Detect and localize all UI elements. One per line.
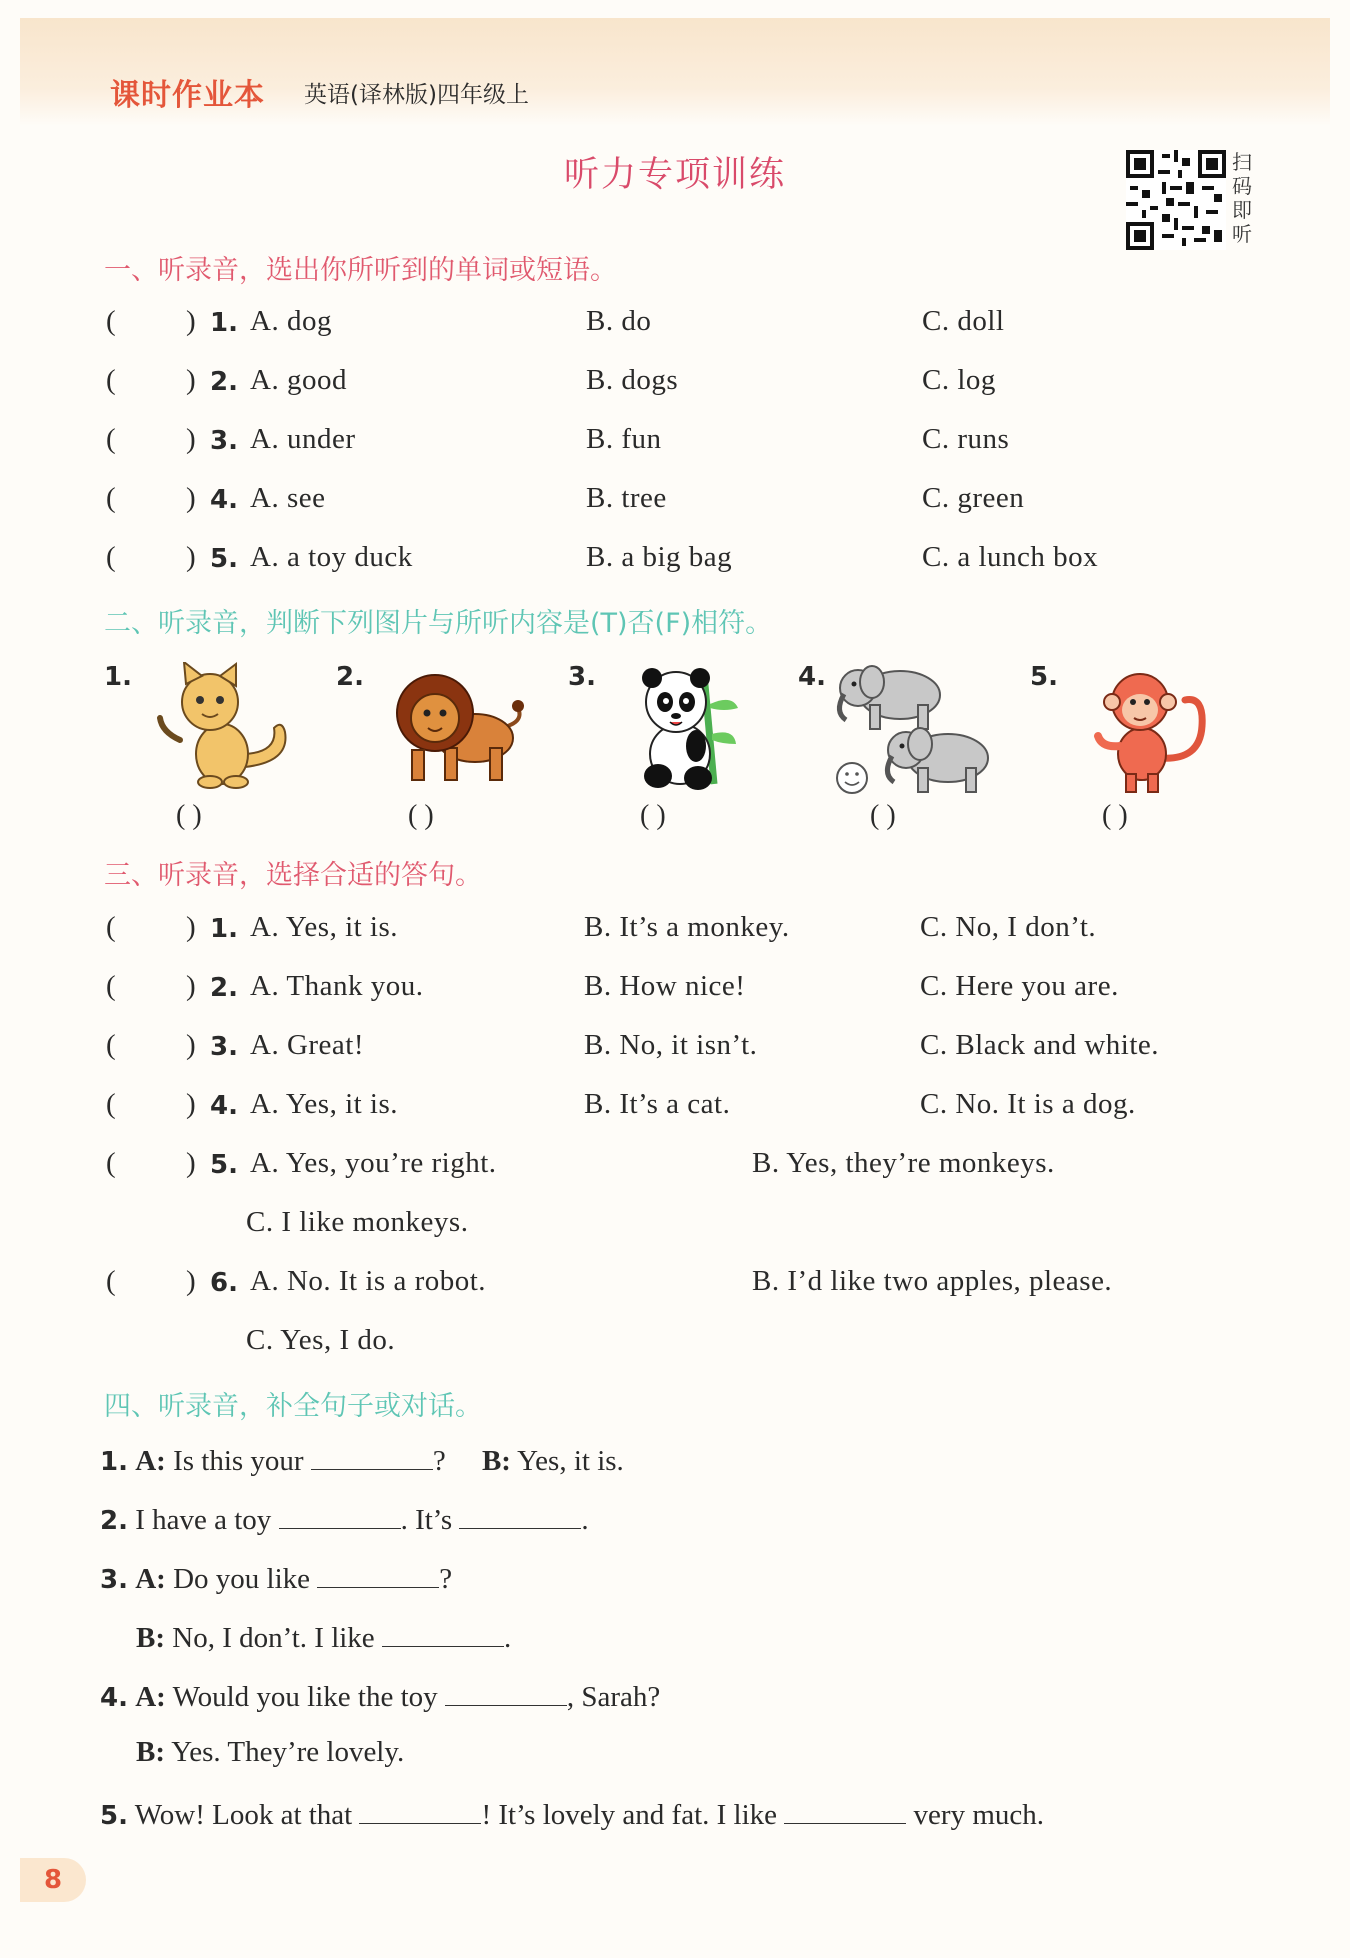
- page-number: 8: [20, 1858, 86, 1902]
- option-a: A. under: [250, 423, 356, 455]
- s3-question-2: [0, 970, 1350, 1010]
- answer-paren-right: ): [186, 423, 196, 455]
- option-b: B. fun: [586, 423, 662, 455]
- option-b: B. Yes, they’re monkeys.: [752, 1147, 1055, 1179]
- option-c: C. Yes, I do.: [246, 1324, 396, 1356]
- sentence-text: ?: [439, 1563, 453, 1595]
- option-b: B. dogs: [586, 364, 679, 396]
- question-number: 1.: [100, 1447, 128, 1477]
- picture-answer-paren[interactable]: ( ): [870, 800, 896, 831]
- answer-paren-left[interactable]: (: [106, 1088, 116, 1120]
- s3-question-3: [0, 1029, 1350, 1069]
- s3-question-1: [0, 911, 1350, 951]
- panda-picture: [632, 664, 742, 794]
- sentence-text: Is this your: [173, 1445, 304, 1477]
- option-b: B. a big bag: [586, 541, 733, 573]
- answer-paren-right: ): [186, 970, 196, 1002]
- option-b: B. It’s a monkey.: [584, 911, 790, 943]
- picture-number: 1.: [104, 662, 132, 692]
- section-1-title: 一、听录音，选出你所听到的单词或短语。: [104, 255, 617, 286]
- question-number: 5.: [100, 1801, 128, 1831]
- answer-paren-left[interactable]: (: [106, 423, 116, 455]
- question-number: 5.: [210, 1150, 238, 1180]
- question-number: 3.: [100, 1565, 128, 1595]
- answer-blank[interactable]: [317, 1559, 439, 1588]
- s3-question-5: [0, 1147, 1350, 1187]
- picture-number: 5.: [1030, 662, 1058, 692]
- question-number: 4.: [100, 1683, 128, 1713]
- answer-paren-left[interactable]: (: [106, 1147, 116, 1179]
- sentence-text: .: [503, 1622, 512, 1654]
- cat-picture: [150, 662, 300, 792]
- picture-answer-paren[interactable]: ( ): [176, 800, 202, 831]
- picture-answer-paren[interactable]: ( ): [408, 800, 434, 831]
- sentence-text: I have a toy: [135, 1504, 272, 1536]
- question-number: 2.: [210, 973, 238, 1003]
- option-a: A. Yes, it is.: [250, 911, 399, 943]
- sentence-text: . It’s: [400, 1504, 453, 1536]
- question-number: 3.: [210, 426, 238, 456]
- page-title: 听力专项训练: [563, 155, 786, 195]
- option-b: B. No, it isn’t.: [584, 1029, 758, 1061]
- s1-question-5: [0, 541, 1350, 581]
- option-b: B. It’s a cat.: [584, 1088, 731, 1120]
- question-number: 2.: [100, 1506, 128, 1536]
- sentence-text: Yes. They’re lovely.: [171, 1736, 405, 1768]
- answer-paren-right: ): [186, 482, 196, 514]
- option-a: A. Yes, you’re right.: [250, 1147, 497, 1179]
- answer-paren-right: ): [186, 1088, 196, 1120]
- s1-question-2: [0, 364, 1350, 404]
- fill-line-5: [100, 1795, 1044, 1832]
- option-a: A. Great!: [250, 1029, 365, 1061]
- option-a: A. Yes, it is.: [250, 1088, 399, 1120]
- qr-code-icon[interactable]: [1126, 150, 1226, 250]
- answer-paren-left[interactable]: (: [106, 1265, 116, 1297]
- speaker-b: B:: [136, 1736, 165, 1768]
- answer-paren-left[interactable]: (: [106, 305, 116, 337]
- fill-line-4b: [136, 1736, 404, 1769]
- brand-title: 课时作业本: [110, 78, 265, 113]
- question-number: 1.: [210, 308, 238, 338]
- sentence-text: ! It’s lovely and fat. I like: [481, 1799, 778, 1831]
- option-a: A. see: [250, 482, 326, 514]
- option-c: C. I like monkeys.: [246, 1206, 469, 1238]
- monkey-picture: [1090, 666, 1220, 796]
- answer-blank[interactable]: [279, 1500, 401, 1529]
- answer-paren-left[interactable]: (: [106, 482, 116, 514]
- option-c: C. green: [922, 482, 1025, 514]
- fill-line-4: [100, 1677, 660, 1714]
- speaker-b: B:: [481, 1445, 511, 1477]
- fill-line-2: [100, 1500, 589, 1537]
- answer-blank[interactable]: [359, 1795, 481, 1824]
- answer-paren-right: ): [186, 1265, 196, 1297]
- fill-line-3b: [136, 1618, 511, 1655]
- option-c: C. log: [922, 364, 996, 396]
- book-subtitle: 英语(译林版)四年级上: [304, 82, 529, 108]
- answer-paren-right: ): [186, 911, 196, 943]
- question-number: 5.: [210, 544, 238, 574]
- option-b: B. do: [586, 305, 652, 337]
- sentence-text: Do you like: [173, 1563, 311, 1595]
- sentence-text: very much.: [913, 1799, 1045, 1831]
- speaker-a: A:: [135, 1681, 166, 1713]
- answer-blank[interactable]: [311, 1441, 433, 1470]
- sentence-text: .: [581, 1504, 589, 1536]
- picture-number: 3.: [568, 662, 596, 692]
- section-2-title: 二、听录音，判断下列图片与所听内容是(T)否(F)相符。: [104, 608, 773, 639]
- qr-label: 扫码即听: [1232, 150, 1252, 246]
- option-a: A. No. It is a robot.: [250, 1265, 487, 1297]
- option-a: A. good: [250, 364, 347, 396]
- answer-paren-left[interactable]: (: [106, 541, 116, 573]
- s1-question-4: [0, 482, 1350, 522]
- lion-picture: [390, 668, 530, 788]
- picture-number: 4.: [798, 662, 826, 692]
- question-number: 4.: [210, 1091, 238, 1121]
- answer-blank[interactable]: [459, 1500, 581, 1529]
- option-c: C. a lunch box: [922, 541, 1099, 573]
- s1-question-3: [0, 423, 1350, 463]
- s3-question-5-cont: [0, 1206, 1350, 1246]
- answer-paren-left[interactable]: (: [106, 1029, 116, 1061]
- section-4-title: 四、听录音，补全句子或对话。: [104, 1391, 482, 1422]
- answer-paren-right: ): [186, 541, 196, 573]
- option-c: C. Black and white.: [920, 1029, 1160, 1061]
- elephants-picture: [830, 660, 1010, 800]
- speaker-a: A:: [135, 1563, 166, 1595]
- answer-paren-left[interactable]: (: [106, 970, 116, 1002]
- picture-number: 2.: [336, 662, 364, 692]
- question-number: 3.: [210, 1032, 238, 1062]
- answer-paren-left[interactable]: (: [106, 911, 116, 943]
- answer-paren-right: ): [186, 1029, 196, 1061]
- option-a: A. dog: [250, 305, 332, 337]
- sentence-text: , Sarah?: [566, 1681, 661, 1713]
- picture-answer-paren[interactable]: ( ): [640, 800, 666, 831]
- question-number: 6.: [210, 1268, 238, 1298]
- option-b: B. tree: [586, 482, 667, 514]
- option-a: A. Thank you.: [250, 970, 424, 1002]
- answer-blank[interactable]: [382, 1618, 504, 1647]
- section-3-title: 三、听录音，选择合适的答句。: [104, 860, 482, 891]
- sentence-text: ?: [432, 1445, 446, 1477]
- option-c: C. runs: [922, 423, 1010, 455]
- answer-paren-right: ): [186, 1147, 196, 1179]
- answer-blank[interactable]: [445, 1677, 567, 1706]
- s3-question-6: [0, 1265, 1350, 1305]
- option-b: B. I’d like two apples, please.: [752, 1265, 1113, 1297]
- answer-blank[interactable]: [784, 1795, 906, 1824]
- option-c: C. doll: [922, 305, 1005, 337]
- option-c: C. No. It is a dog.: [920, 1088, 1136, 1120]
- answer-paren-left[interactable]: (: [106, 364, 116, 396]
- speaker-b: B:: [136, 1622, 165, 1654]
- question-number: 1.: [210, 914, 238, 944]
- s3-question-6-cont: [0, 1324, 1350, 1364]
- answer-paren-right: ): [186, 305, 196, 337]
- s1-question-1: [0, 305, 1350, 345]
- question-number: 4.: [210, 485, 238, 515]
- fill-line-3: [100, 1559, 452, 1596]
- question-number: 2.: [210, 367, 238, 397]
- speaker-a: A:: [135, 1445, 166, 1477]
- option-c: C. Here you are.: [920, 970, 1119, 1002]
- picture-answer-paren[interactable]: ( ): [1102, 800, 1128, 831]
- smiley-face-icon: [837, 763, 867, 793]
- sentence-text: No, I don’t. I like: [172, 1622, 375, 1654]
- sentence-text: Would you like the toy: [172, 1681, 438, 1713]
- fill-line-1: [100, 1441, 624, 1478]
- sentence-text: Wow! Look at that: [134, 1799, 353, 1831]
- option-c: C. No, I don’t.: [920, 911, 1097, 943]
- option-b: B. How nice!: [584, 970, 746, 1002]
- option-a: A. a toy duck: [250, 541, 413, 573]
- sentence-text: Yes, it is.: [517, 1445, 624, 1477]
- answer-paren-right: ): [186, 364, 196, 396]
- s3-question-4: [0, 1088, 1350, 1128]
